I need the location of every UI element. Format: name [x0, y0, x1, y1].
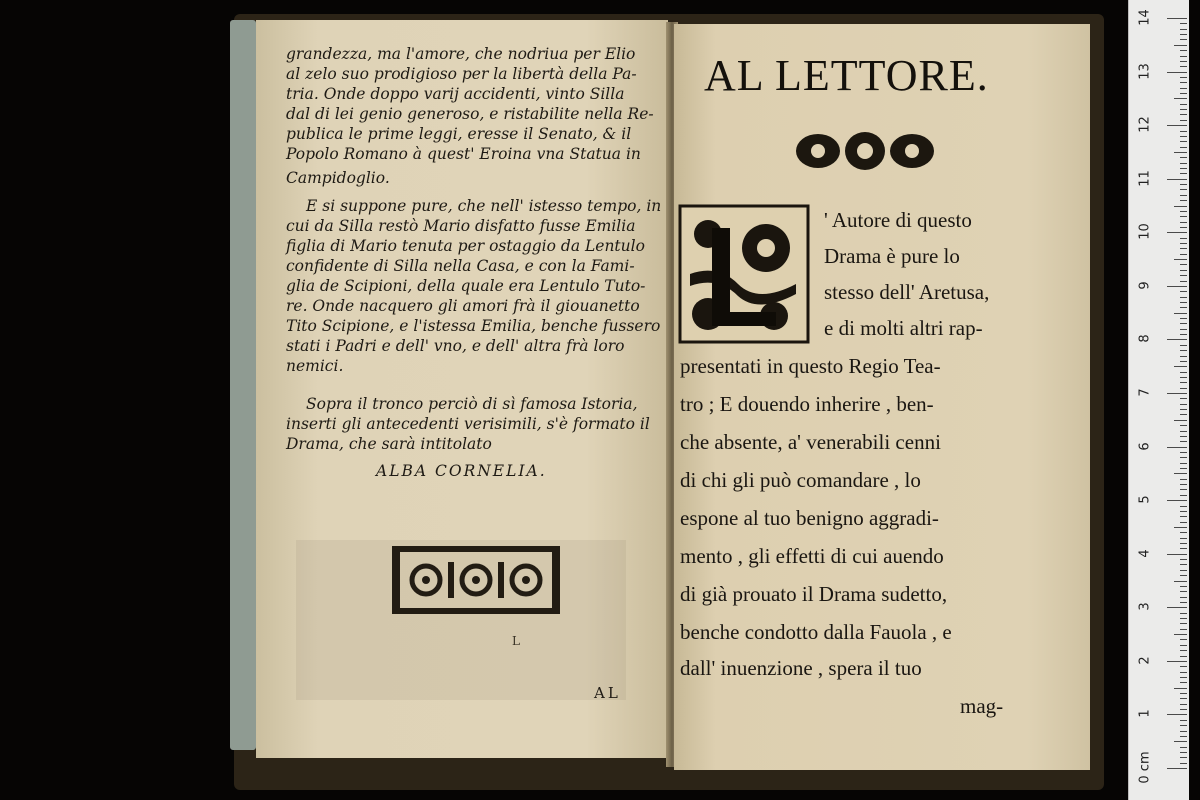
ruler-tick: [1180, 564, 1187, 565]
ornament-icon: [386, 540, 566, 618]
ruler-tick: [1180, 88, 1187, 89]
ruler-tick: [1180, 141, 1187, 142]
ruler-tick: [1180, 591, 1187, 592]
right-text-line: di già prouato il Drama sudetto,: [680, 582, 948, 606]
ruler-tick: [1174, 473, 1187, 474]
ruler-tick: [1174, 152, 1187, 153]
ruler-tick: [1180, 672, 1187, 673]
ruler-tick: [1167, 339, 1187, 340]
ruler-tick: [1180, 398, 1187, 399]
ruler-tick: [1174, 420, 1187, 421]
ruler-tick: [1167, 393, 1187, 394]
left-text-line: Drama, che sarà intitolato: [286, 435, 492, 453]
ruler-tick: [1180, 414, 1187, 415]
left-text-line: inserti gli antecedenti verisimili, s'è formato il: [286, 415, 650, 433]
right-text-line: espone al tuo benigno aggradi-: [680, 506, 939, 530]
ruler-tick: [1180, 436, 1187, 437]
ruler-tick: [1180, 195, 1187, 196]
ruler-tick: [1180, 575, 1187, 576]
ruler-tick: [1180, 200, 1187, 201]
ruler-tick: [1180, 650, 1187, 651]
ruler-tick: [1180, 222, 1187, 223]
left-text-line: grandezza, ma l'amore, che nodriua per Elio: [286, 45, 636, 63]
ruler-tick: [1167, 554, 1187, 555]
left-text-line: Campidoglio.: [286, 169, 390, 187]
ruler-tick: [1174, 206, 1187, 207]
ruler-tick: [1180, 463, 1187, 464]
ruler-tick: [1180, 720, 1187, 721]
ruler-tick: [1180, 377, 1187, 378]
left-text-line: Tito Scipione, e l'istessa Emilia, benche fussero: [286, 317, 661, 335]
ruler-tick: [1180, 270, 1187, 271]
ruler-tick: [1167, 125, 1187, 126]
right-text-line: presentati in questo Regio Tea-: [680, 354, 941, 378]
left-title-caps: ALBA CORNELIA.: [376, 462, 547, 480]
ruler-tick: [1174, 634, 1187, 635]
ruler-tick: [1180, 254, 1187, 255]
ruler-tick: [1180, 50, 1187, 51]
ruler-label: 6: [1137, 441, 1153, 451]
left-text-line: E si suppone pure, che nell' istesso tempo, in: [306, 197, 662, 215]
ruler-tick: [1180, 559, 1187, 560]
ruler-tick: [1180, 238, 1187, 239]
right-text-line: stesso dell' Aretusa,: [824, 280, 990, 304]
ruler-tick: [1180, 23, 1187, 24]
ruler-tick: [1180, 163, 1187, 164]
ruler-tick: [1180, 543, 1187, 544]
ruler-tick: [1180, 211, 1187, 212]
ruler-tick: [1180, 131, 1187, 132]
ruler-tick: [1180, 173, 1187, 174]
ruler-tick: [1180, 93, 1187, 94]
right-text-line: di chi gli può comandare , lo: [680, 468, 921, 492]
spine-binding: [230, 20, 256, 750]
ruler-tick: [1180, 388, 1187, 389]
ruler-tick: [1180, 114, 1187, 115]
ruler-tick: [1180, 372, 1187, 373]
ruler-tick: [1180, 522, 1187, 523]
right-text-line: che absente, a' venerabili cenni: [680, 430, 941, 454]
ruler-tick: [1180, 323, 1187, 324]
left-page: [256, 20, 668, 758]
ruler-tick: [1180, 168, 1187, 169]
ruler-tick: [1180, 82, 1187, 83]
ruler-tick: [1180, 356, 1187, 357]
ruler-label: 11: [1137, 169, 1153, 187]
ruler-tick: [1180, 752, 1187, 753]
ruler-tick: [1180, 597, 1187, 598]
ruler-tick: [1180, 489, 1187, 490]
ruler-tick: [1180, 704, 1187, 705]
ruler-tick: [1180, 104, 1187, 105]
ruler-tick: [1180, 656, 1187, 657]
ruler-tick: [1180, 452, 1187, 453]
ruler-tick: [1180, 382, 1187, 383]
ruler-tick: [1180, 281, 1187, 282]
ruler-tick: [1180, 484, 1187, 485]
ruler-tick: [1180, 613, 1187, 614]
ruler-tick: [1180, 677, 1187, 678]
ruler-tick: [1180, 318, 1187, 319]
ruler-tick: [1180, 248, 1187, 249]
measurement-ruler: [1128, 0, 1189, 800]
signature-mark: L: [512, 634, 520, 648]
right-text-line: tro ; E douendo inherire , ben-: [680, 392, 934, 416]
left-text-line: publica le prime leggi, eresse il Senato, & il: [286, 125, 632, 143]
ruler-tick: [1180, 184, 1187, 185]
right-text-line: benche condotto dalla Fauola , e: [680, 620, 952, 644]
ruler-label: 9: [1137, 281, 1153, 290]
ruler-tick: [1180, 757, 1187, 758]
page-heading: AL LETTORE.: [704, 51, 989, 100]
ruler-tick: [1180, 736, 1187, 737]
ruler-tick: [1167, 714, 1187, 715]
ruler-tick: [1180, 495, 1187, 496]
right-catchword: mag-: [960, 694, 1004, 718]
right-text-line: mento , gli effetti di cui auendo: [680, 544, 944, 568]
ruler-tick: [1180, 666, 1187, 667]
ruler-tick: [1180, 468, 1187, 469]
ruler-tick: [1174, 98, 1187, 99]
ruler-tick: [1180, 645, 1187, 646]
ruler-tick: [1180, 243, 1187, 244]
ruler-label: 0 cm: [1137, 751, 1153, 784]
right-page: [674, 24, 1090, 770]
ruler-tick: [1180, 409, 1187, 410]
ruler-tick: [1180, 516, 1187, 517]
ruler-label: 14: [1137, 9, 1153, 26]
left-text-line: confidente di Silla nella Casa, e con la Fami-: [286, 257, 635, 275]
ruler-tick: [1180, 441, 1187, 442]
ruler-tick: [1180, 698, 1187, 699]
ruler-tick: [1180, 345, 1187, 346]
ruler-tick: [1180, 682, 1187, 683]
ruler-tick: [1180, 618, 1187, 619]
ruler-tick: [1167, 18, 1187, 19]
ruler-tick: [1180, 77, 1187, 78]
ruler-label: 1: [1137, 709, 1153, 719]
ruler-tick: [1180, 157, 1187, 158]
ruler-tick: [1180, 136, 1187, 137]
ruler-tick: [1180, 747, 1187, 748]
ruler-label: 3: [1137, 602, 1153, 611]
ruler-tick: [1180, 629, 1187, 630]
ruler-tick: [1180, 731, 1187, 732]
ruler-label: 13: [1137, 62, 1153, 80]
ruler-tick: [1180, 227, 1187, 228]
ruler-label: 8: [1137, 334, 1153, 344]
ruler-tick: [1180, 34, 1187, 35]
ruler-tick: [1174, 741, 1187, 742]
ruler-tick: [1167, 768, 1187, 769]
left-text-line: stati i Padri e dell' vno, e dell' altra frà loro: [286, 337, 625, 355]
ruler-tick: [1180, 570, 1187, 571]
ruler-label: 10: [1137, 223, 1153, 241]
ruler-tick: [1180, 61, 1187, 62]
ruler-tick: [1180, 39, 1187, 40]
ruler-tick: [1180, 425, 1187, 426]
ruler-tick: [1174, 581, 1187, 582]
ruler-tick: [1180, 725, 1187, 726]
ruler-tick: [1167, 661, 1187, 662]
flourish-icon: [792, 128, 938, 174]
left-text-line: dal di lei genio generoso, e ristabilite nella Re-: [286, 105, 654, 123]
left-text-line: cui da Silla restò Mario disfatto fusse Emilia: [286, 217, 636, 235]
ruler-label: 4: [1137, 549, 1153, 558]
ruler-tick: [1180, 120, 1187, 121]
ruler-tick: [1180, 709, 1187, 710]
ruler-label: 5: [1137, 495, 1153, 504]
ruler-tick: [1180, 361, 1187, 362]
ruler-tick: [1167, 72, 1187, 73]
ruler-tick: [1180, 602, 1187, 603]
ruler-tick: [1180, 623, 1187, 624]
ruler-tick: [1180, 350, 1187, 351]
ruler-tick: [1180, 291, 1187, 292]
left-catchword: AL: [594, 684, 621, 702]
ruler-tick: [1180, 511, 1187, 512]
ruler-tick: [1174, 366, 1187, 367]
ruler-tick: [1167, 607, 1187, 608]
ruler-tick: [1180, 586, 1187, 587]
ruler-tick: [1180, 479, 1187, 480]
ruler-label: 12: [1137, 116, 1153, 133]
ruler-tick: [1180, 532, 1187, 533]
right-text-line: Drama è pure lo: [824, 244, 960, 268]
left-text-line: glia de Scipioni, della quale era Lentulo Tuto-: [286, 277, 646, 295]
ruler-tick: [1167, 179, 1187, 180]
ruler-tick: [1167, 232, 1187, 233]
ruler-tick: [1180, 431, 1187, 432]
ruler-tick: [1180, 538, 1187, 539]
ruler-tick: [1180, 297, 1187, 298]
ruler-tick: [1174, 527, 1187, 528]
ruler-tick: [1167, 286, 1187, 287]
right-text-line: ' Autore di questo: [824, 208, 972, 232]
ruler-tick: [1180, 693, 1187, 694]
left-text-line: Sopra il tronco perciò di sì famosa Istoria,: [306, 395, 638, 413]
ruler-tick: [1180, 334, 1187, 335]
ruler-tick: [1167, 447, 1187, 448]
ruler-label: 7: [1137, 388, 1153, 397]
ruler-tick: [1180, 275, 1187, 276]
left-text-line: tria. Onde doppo varij accidenti, vinto Silla: [286, 85, 625, 103]
ruler-tick: [1180, 302, 1187, 303]
ruler-tick: [1180, 457, 1187, 458]
ruler-tick: [1180, 329, 1187, 330]
left-text-line: Popolo Romano à quest' Eroina vna Statua in: [286, 145, 641, 163]
ruler-tick: [1180, 404, 1187, 405]
left-text-line: re. Onde nacquero gli amori frà il giouanetto: [286, 297, 640, 315]
ruler-tick: [1180, 763, 1187, 764]
left-text-line: al zelo suo prodigioso per la libertà della Pa-: [286, 65, 637, 83]
left-text-line: nemici.: [286, 357, 344, 375]
ruler-tick: [1180, 639, 1187, 640]
ruler-tick: [1180, 216, 1187, 217]
ruler-tick: [1180, 29, 1187, 30]
ruler-tick: [1180, 307, 1187, 308]
ruler-tick: [1174, 45, 1187, 46]
ruler-label: 2: [1137, 656, 1153, 665]
ruler-tick: [1180, 506, 1187, 507]
right-text-line: dall' inuenzione , spera il tuo: [680, 656, 922, 680]
ruler-tick: [1180, 109, 1187, 110]
ruler-tick: [1180, 548, 1187, 549]
right-text-line: e di molti altri rap-: [824, 316, 983, 340]
ruler-tick: [1174, 688, 1187, 689]
ruler-tick: [1180, 56, 1187, 57]
ruler-tick: [1180, 147, 1187, 148]
decorated-initial-icon: [678, 204, 810, 344]
ruler-tick: [1180, 264, 1187, 265]
ruler-tick: [1180, 189, 1187, 190]
ruler-tick: [1167, 500, 1187, 501]
ruler-tick: [1174, 259, 1187, 260]
ruler-tick: [1180, 66, 1187, 67]
ruler-tick: [1174, 313, 1187, 314]
left-text-line: figlia di Mario tenuta per ostaggio da Lentulo: [286, 237, 645, 255]
